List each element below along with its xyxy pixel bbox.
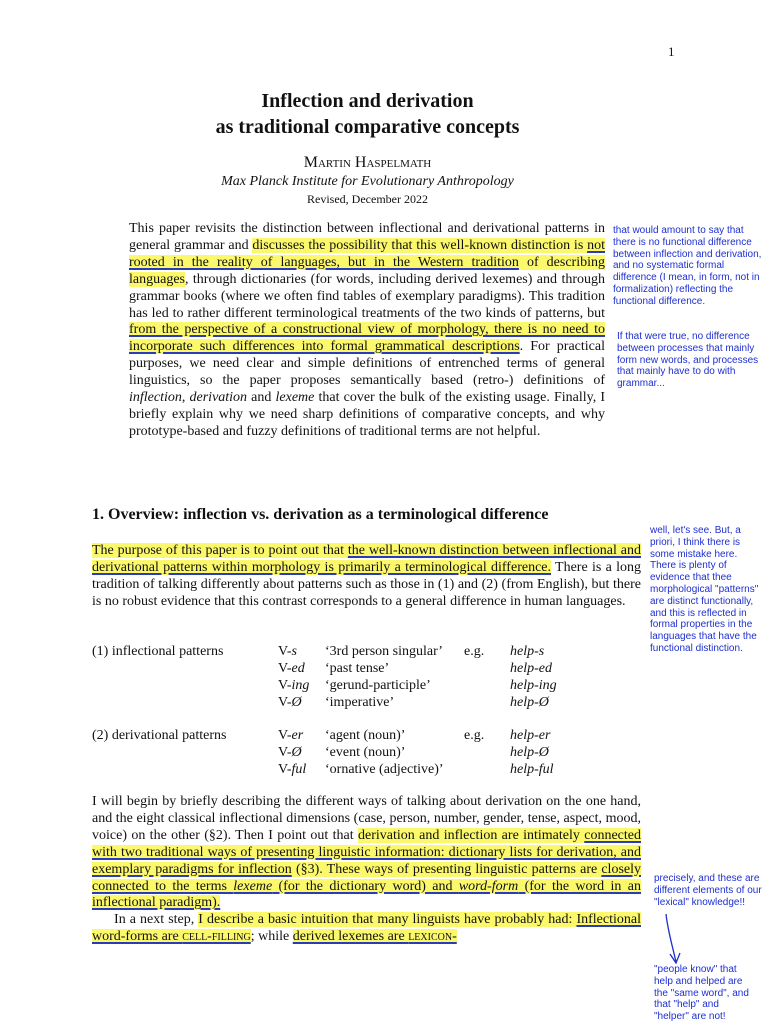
example-word: help-ing [510,678,557,693]
example-gloss: ‘3rd person singular’ [325,644,443,659]
term-lexeme: lexeme [233,878,273,894]
abstract-text: , through dictionaries (for words, including derived lexemes) and through grammar books (where we often find tables of exemplary paradigms). This tradition has led to rather different terminological treatments of the two kinds of patterns, but [129,271,605,321]
margin-note: "people know" that help and helped are the "same word", and that "help" and "helper" are not! [654,964,749,1023]
example-2-eg: e.g. [464,728,485,743]
author-text: Martin Haspelmath [303,154,432,171]
para-highlight-underline: connected with two traditional ways of presenting linguistic information: dictionary lists for derivation, and exemplary paradigms for inflection [92,827,641,877]
para-highlight-underline: closely connected to the terms [92,861,641,894]
abstract-sep: and [247,390,276,406]
abstract [129,221,605,441]
abstract-highlight: discusses the possibility that this well-known distinction is [252,237,588,253]
para-highlight-underline: Inflectional word-forms are [92,912,641,945]
title-line-2: as traditional comparative concepts [215,116,520,138]
para-highlight: (§3). These ways of presenting linguistic patterns are [291,861,602,877]
para-highlight-underline: (for the dictionary word) and [272,878,459,894]
abstract-text: . For practical purposes, we need clear and simple definitions of entrenched terms of general linguistics, so the paper proposes semantically based (retro-) definitions of [129,339,605,389]
para-highlight: derivation and inflection are intimately [358,827,585,843]
abstract-text: This paper revisits the distinction between inflectional and derivational patterns in general grammar and [129,221,605,253]
abstract-text: that cover the bulk of the existing usage. Finally, I briefly explain why we need sharp definitions of comparative concepts, and why prototype-based and fuzzy definitions of traditional terms are not helpful. [129,390,605,439]
margin-note: that would amount to say that there is no functional difference between inflection and derivation, and no systematic formal difference (I mean, in form, not in formalization) reflecting the functional difference. [613,225,762,307]
example-word: help-Ø [510,695,549,710]
para-highlight: The purpose of this paper is to point out that [92,543,348,558]
title-line-1: Inflection and derivation [261,90,474,112]
example-form: V-ful [278,762,307,777]
abstract-highlight: of describing languages [129,254,605,287]
abstract-highlight-underline: from the perspective of a constructional view of morphology, there is no need to incorporate such differences into formal grammatical descriptions [129,322,605,355]
term-word-form: word-form [458,878,519,894]
example-form: V-ing [278,678,310,693]
section-heading: 1. Overview: inflection vs. derivation as a terminological difference [92,506,549,523]
para-highlight-underline: (for the word in an inflectional paradigm). [92,878,642,911]
margin-note: well, let's see. But, a priori, I think there is some mistake here. There is plenty of evidence that thee morphological "patterns" are distinct functionally, and this is reflected in formal properties in the languages that have the functional distinction. [650,525,759,654]
para-text: ; while [250,929,293,945]
page-number: 1 [668,44,675,59]
paragraph-overview [92,794,641,946]
example-gloss: ‘imperative’ [325,695,395,710]
term-cell-filling: cell-filling [182,929,251,945]
example-gloss: ‘agent (noun)’ [325,728,406,743]
para-highlight-underline: the well-known distinction between inflectional and derivational patterns within morphology is primarily a terminological difference. [92,543,641,575]
example-form: V-Ø [278,695,302,710]
para-text: There is a long tradition of talking differently about patterns such as those in (1) and (2) (from English), but there is no robust evidence that this contrast corresponds to a general difference in human languages. [92,559,641,609]
term-derivation: derivation [189,390,248,406]
example-gloss: ‘gerund-participle’ [325,678,431,693]
example-form: V-er [278,728,304,743]
author-name [0,154,735,172]
example-form: V-ed [278,661,305,676]
abstract-highlight-underline: not rooted in the reality of languages, but in the Western tradition [129,237,605,270]
example-1-label: (1) inflectional patterns [92,644,224,659]
example-gloss: ‘ornative (adjective)’ [325,762,444,777]
example-word: help-er [510,728,551,743]
example-word: help-s [510,644,545,659]
para-highlight: I describe a basic intuition that many linguists have probably had: [198,912,577,928]
example-word: help-Ø [510,745,549,760]
example-form: V-s [278,644,297,659]
example-gloss: ‘past tense’ [325,661,390,676]
example-1-eg: e.g. [464,644,485,659]
paragraph-purpose [92,543,641,611]
para-text: In a next step, [110,912,199,928]
institution: Max Planck Institute for Evolutionary Anthropology [221,174,514,189]
example-2-label: (2) derivational patterns [92,728,227,743]
example-word: help-ed [510,661,552,676]
para-text: I will begin by briefly describing the different ways of talking about derivation on the one hand, and the eight classical inflectional dimensions (case, person, number, gender, tense, aspect, mood, voice) on the other (§2). Then I point out that [92,794,641,843]
para-highlight-underline: derived lexemes are [292,929,409,945]
revision-date: Revised, December 2022 [307,192,428,206]
abstract-sep: , [181,390,190,406]
term-lexeme: lexeme [275,390,315,406]
example-form: V-Ø [278,745,302,760]
paper-title [0,88,735,140]
term-inflection: inflection [129,390,182,406]
margin-note: If that were true, no difference between processes that mainly form new words, and processes that mainly have to do with grammar... [617,331,759,390]
margin-note: precisely, and these are different elements of our "lexical" knowledge!! [654,873,762,908]
annotation-arrow-icon [660,912,690,968]
example-gloss: ‘event (noun)’ [325,745,406,760]
term-lexicon: lexicon- [408,929,457,945]
example-word: help-ful [510,762,554,777]
